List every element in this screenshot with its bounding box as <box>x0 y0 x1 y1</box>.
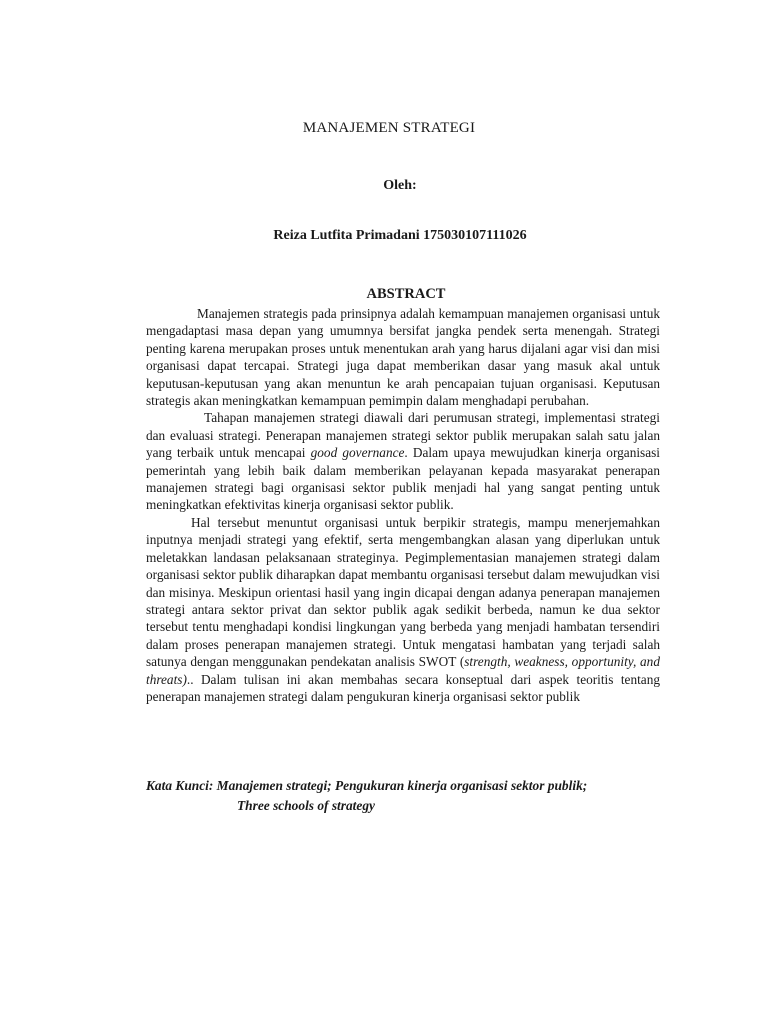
keywords-line-1: Kata Kunci: Manajemen strategi; Pengukuran kinerja organisasi sektor publik; <box>146 778 588 793</box>
abstract-paragraph-1: Manajemen strategis pada prinsipnya adalah kemampuan manajemen organisasi untuk mengadaptasi masa depan yang umumnya bersifat jangka pendek serta menengah. Strategi penting karena merupakan proses untuk menentukan arah yang harus dijalani agar visi dan misi organisasi dapat tercapai. Strategi juga dapat memberikan dasar yang masuk akal untuk keputusan-keputusan yang akan menuntun ke arah pencapaian tujuan organisasi. Keputusan strategis akan meningkatkan kemampuan pemimpin dalam menghadapi perubahan. <box>146 306 660 409</box>
abstract-body <box>146 305 660 705</box>
document-title: MANAJEMEN STRATEGI <box>302 120 476 136</box>
abstract-paragraph-2 <box>146 409 660 513</box>
keywords-block <box>146 776 686 816</box>
paragraph-2-text-start: Tahapan manajemen strategi diawali dari perumusan strategi, implementasi strategi dan evaluasi strategi. Penerapan manajemen strategi sektor publik merupakan salah satu jalan yang terbaik untuk mencapai <box>146 410 660 461</box>
by-label: Oleh: <box>383 178 417 193</box>
paragraph-3-text-start: Hal tersebut menuntut organisasi untuk berpikir strategis, mampu menerjemahkan inputnya menjadi strategi yang efektif, serta mengembangkan alasan yang diperlukan untuk meletakkan landasan pelaksanaan strateginya. Pegimplementasian manajemen strategi dalam organisasi sektor publik diharapkan dapat membantu organisasi tersebut dalam mewujudkan visi dan misinya. Meskipun orientasi hasil yang ingin dicapai dengan adanya penerapan manajemen strategi antara sektor privat dan sektor publik agak sedikit berbeda, namun ke dua sektor tersebut tentu menghadapi kondisi lingkungan yang berbeda yang menjadi hambatan tersendiri dalam proses penerapan manajemen strategi. Untuk mengatasi hambatan yang terjadi salah satunya dengan menggunakan pendekatan analisis SWOT ( <box>146 514 660 670</box>
paragraph-2-italic-term: good governance <box>310 445 405 461</box>
paragraph-2-text-end: . Dalam upaya mewujudkan kinerja organisasi pemerintah yang lebih baik dalam memberikan pelayanan kepada masyarakat penerapan manajemen strategi bagi organisasi sektor publik menjadi hal yang sangat penting untuk meningkatkan efektivitas kinerja organisasi sektor publik. <box>146 445 660 513</box>
keywords-line-2: Three schools of strategy <box>237 798 375 813</box>
abstract-heading: ABSTRACT <box>366 286 446 302</box>
author-line: Reiza Lutfita Primadani 175030107111026 <box>273 228 527 243</box>
paragraph-3-italic-term: strength, weakness, opportunity, and threats) <box>146 654 660 687</box>
abstract-paragraph-3 <box>146 514 660 705</box>
paragraph-3-text-end: .. Dalam tulisan ini akan membahas secara konseptual dari aspek teoritis tentang penerapan manajemen strategi dalam pengukuran kinerja organisasi sektor publik <box>146 671 660 704</box>
